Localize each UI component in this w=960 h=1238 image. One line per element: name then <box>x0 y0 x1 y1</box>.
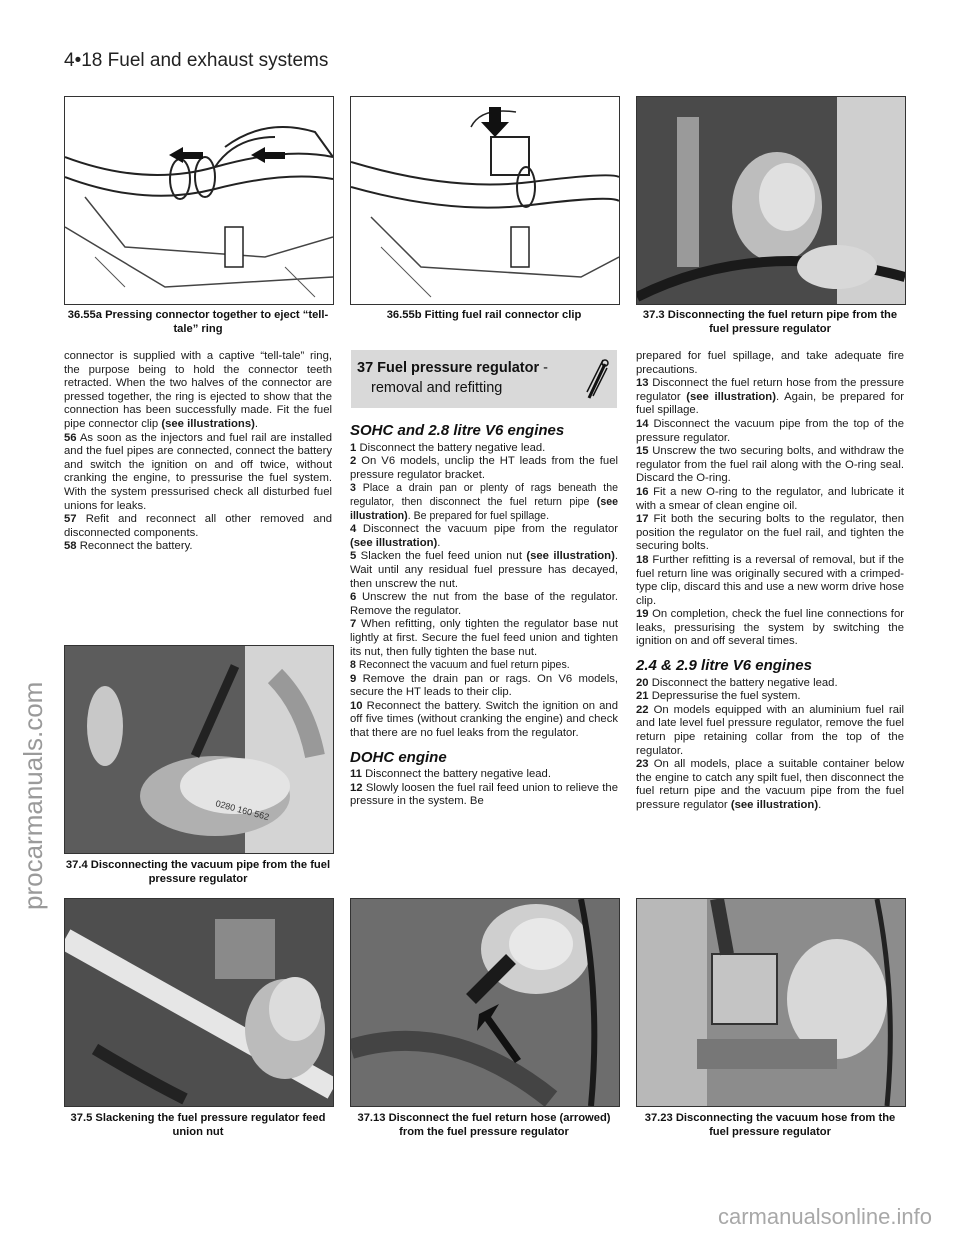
step-1: 1 Disconnect the battery negative lead. <box>350 441 546 454</box>
step-22: 22 On models equipped with an aluminium fuel rail and late level fuel pressure regulator, remove the fuel return pipe retaining collar from the top of the regulator. <box>636 703 904 757</box>
step-21: 21 Depressurise the fuel system. <box>636 690 801 703</box>
photo-37-4 <box>64 645 334 854</box>
step-12: 12 Slowly loosen the fuel rail feed union to relieve the pressure in the system. Be <box>350 781 618 808</box>
illustration-36-55b <box>350 96 620 305</box>
step-10: 10 Reconnect the battery. Switch the ignition on and off five times (without cranking the engine) and check that there are no fuel leaks from the regulator. <box>350 699 618 740</box>
step-58: 58 Reconnect the battery. <box>64 540 193 553</box>
side-watermark <box>8 360 48 920</box>
step-13: 13 Disconnect the fuel return hose from the pressure regulator (see illustration). Again, be prepared for fuel spillage. <box>636 377 905 417</box>
paragraph-intro: connector is supplied with a captive “tell-tale” ring, the purpose being to hold the connector teeth retracted. When the two halves of the connector are pressed together, the ring is ejected to show that the connection has been successfully made. Fit the fuel pipe connector clip (see illustrations). <box>64 350 332 430</box>
caption-37-3: 37.3 Disconnecting the fuel return pipe from the fuel pressure regulator <box>642 309 898 335</box>
photo-37-5 <box>64 898 334 1107</box>
side-watermark-text: procarmanuals.com <box>18 681 48 910</box>
caption-37-13: 37.13 Disconnect the fuel return hose (arrowed) from the fuel pressure regulator <box>357 1112 611 1138</box>
feed-union-nut-photo <box>65 899 333 1106</box>
page-title: Fuel and exhaust systems <box>107 50 329 71</box>
caption-37-5: 37.5 Slackening the fuel pressure regulator feed union nut <box>70 1112 326 1138</box>
bottom-watermark: carmanualsonline.info <box>717 1204 932 1229</box>
step-18: 18 Further refitting is a reversal of removal, but if the fuel return line was originally secured with a crimped-type clip, discard this and use a new worm drive hose clip. <box>636 553 905 607</box>
step-8: 8 Reconnect the vacuum and fuel return pipes. <box>350 659 570 672</box>
vacuum-hose-photo <box>637 899 905 1106</box>
difficulty-spanner-icon <box>585 358 609 400</box>
fuel-return-hose-photo <box>351 899 619 1106</box>
caption-36-55b: 36.55b Fitting fuel rail connector clip <box>386 309 582 321</box>
step-57: 57 Refit and reconnect all other removed and disconnected components. <box>64 513 333 539</box>
photo-37-13 <box>350 898 620 1107</box>
step-56: 56 As soon as the injectors and fuel rail are installed and the fuel pipes are connected, connect the battery and switch the ignition on and off twice, without cranking the engine, to pressurise the fuel system. With the system pressurised check all disturbed fuel unions for leaks. <box>64 431 333 512</box>
step-15: 15 Unscrew the two securing bolts, and withdraw the regulator from the fuel rail along with the O-ring seal. Discard the O-ring. <box>636 445 904 485</box>
rail-clip-line-drawing <box>351 97 619 304</box>
step-16: 16 Fit a new O-ring to the regulator, and lubricate it with a smear of clean engine oil. <box>636 485 904 512</box>
paragraph-continued: prepared for fuel spillage, and take adequate fire precautions. <box>636 350 904 376</box>
vacuum-pipe-photo <box>65 646 333 853</box>
photo-37-3 <box>636 96 906 305</box>
step-7: 7 When refitting, only tighten the regulator base nut lightly at first. Secure the fuel feed union and tighten its nut, then fully tighten the base nut. <box>350 618 618 658</box>
step-9: 9 Remove the drain pan or rags. On V6 models, secure the HT leads to their clip. <box>350 672 618 699</box>
step-3: 3 Place a drain pan or plenty of rags beneath the regulator, then disconnect the fuel return pipe (see illustration). Be prepared for fuel spillage. <box>350 482 619 522</box>
caption-37-4: 37.4 Disconnecting the vacuum pipe from the fuel pressure regulator <box>65 859 331 885</box>
photo-37-23 <box>636 898 906 1107</box>
heading-v6-24-29: 2.4 & 2.9 litre V6 engines <box>636 657 812 675</box>
text-column-2 <box>350 414 618 809</box>
section-37-heading: 37 Fuel pressure regulator - removal and refitting <box>351 350 617 408</box>
fuel-return-pipe-photo <box>637 97 905 304</box>
page-header <box>64 50 328 72</box>
regulator-part-number: 0280 160 562 <box>214 798 271 823</box>
step-17: 17 Fit both the securing bolts to the regulator, then position the regulator on the fuel rail, and tighten the securing bolts. <box>636 513 904 553</box>
illustration-36-55a <box>64 96 334 305</box>
step-6: 6 Unscrew the nut from the base of the regulator. Remove the regulator. <box>350 591 618 617</box>
step-23: 23 On all models, place a suitable container below the engine to catch any spilt fuel, then disconnect the fuel return pipe and the vacuum pipe from the fuel pressure regulator (see illustration). <box>636 758 905 811</box>
step-4: 4 Disconnect the vacuum pipe from the regulator (see illustration). <box>350 523 619 549</box>
step-11: 11 Disconnect the battery negative lead. <box>350 768 551 781</box>
step-5: 5 Slacken the fuel feed union nut (see illustration). Wait until any residual fuel pressure has decayed, then unscrew the nut. <box>350 550 618 590</box>
caption-36-55a: 36.55a Pressing connector together to eject “tell-tale” ring <box>67 309 329 335</box>
caption-37-23: 37.23 Disconnecting the vacuum hose from the fuel pressure regulator <box>644 1112 896 1138</box>
text-column-3 <box>636 350 904 813</box>
page-number: 4•18 <box>64 50 103 71</box>
text-column-1 <box>64 350 332 554</box>
step-14: 14 Disconnect the vacuum pipe from the top of the pressure regulator. <box>636 417 904 444</box>
connector-line-drawing <box>65 97 333 304</box>
step-2: 2 On V6 models, unclip the HT leads from the fuel pressure regulator bracket. <box>350 455 618 481</box>
heading-dohc: DOHC engine <box>350 748 447 766</box>
heading-sohc: SOHC and 2.8 litre V6 engines <box>350 422 565 439</box>
step-20: 20 Disconnect the battery negative lead. <box>636 676 838 689</box>
step-19: 19 On completion, check the fuel line connections for leaks, pressurising the system by switching the ignition on and off several times. <box>636 608 904 648</box>
